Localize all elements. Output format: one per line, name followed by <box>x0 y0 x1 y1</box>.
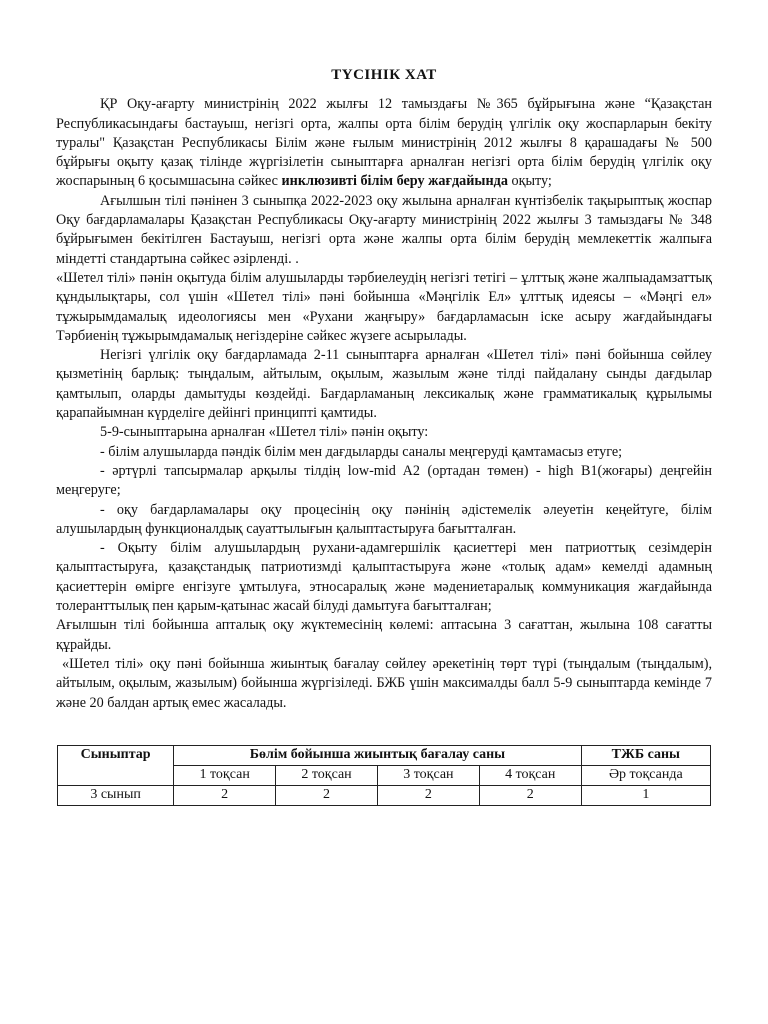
cell-tjb: 1 <box>581 785 710 805</box>
table-header-row <box>58 745 711 765</box>
cell-value: 2 <box>479 785 581 805</box>
document-title: ТҮСІНІК ХАТ <box>331 67 437 83</box>
header-quarter: 1 тоқсан <box>174 765 276 785</box>
cell-class: 3 сынып <box>58 785 174 805</box>
paragraph-weekly-load: Ағылшын тілі бойынша апталық оқу жүктемесінің көлемі: аптасына 3 сағаттан, жылына 108 сағатты құрайды. <box>56 617 712 653</box>
paragraph-order-text: ҚР Оқу-ағарту министрінің 2022 жылғы 12 тамыздағы №365 бұйрығына және “Қазақстан Республикасындағы бастауыш, негізгі орта, жалпы орта білім берудің үлгілік оқу жоспарларын бекіту туралы" Қазақстан Республикасы Білім және ғылым министрінің 2012 жылғы 8 қарашадағы № 500 бұйрығы оқыту қазақ тілінде жүргізілетін сыныптарға арналған негізгі орта білім берудің үлгілік оқу жоспарының 6 қосымшасына сәйкес <box>56 96 712 190</box>
header-summative-count: Бөлім бойынша жиынтық бағалау саны <box>174 745 581 765</box>
bullet-item: - әртүрлі тапсырмалар арқылы тілдің low-mid A2 (ортадан төмен) - high B1(жоғары) деңгейін меңгеруге; <box>56 462 712 499</box>
header-quarter: 4 тоқсан <box>479 765 581 785</box>
paragraph-assessment: «Шетел тілі» оқу пәні бойынша жиынтық бағалау сөйлеу әрекетінің төрт түрі (тыңдалым (тыңдалым), айтылым, оқылым, жазылым) бойынша жүргізіледі. БЖБ үшін максималды балл 5-9 сыныптарда кемінде 7 және 20 балдан артық емес жасалады. <box>56 655 712 711</box>
paragraph-order-bold: инклюзивті білім беру жағдайында <box>281 173 508 190</box>
cell-value: 2 <box>174 785 276 805</box>
header-classes: Сыныптар <box>58 745 174 785</box>
header-quarter: 3 тоқсан <box>377 765 479 785</box>
bullet-item: - білім алушыларда пәндік білім мен дағдыларды саналы меңгеруді қамтамасыз етуге; <box>100 443 623 460</box>
bullet-item: - оқу бағдарламалары оқу процесінің оқу пәнінің әдістемелік әлеуетін кеңейтуге, білім алушылардың функционалдық сауаттылығын қалыптастыруға бағытталған. <box>56 501 712 537</box>
paragraph-program: Негізгі үлгілік оқу бағдарламада 2-11 сыныптарға арналған «Шетел тілі» пәні бойынша сөйлеу қызметінің барлық: тыңдалым, айтылым, оқылым, жазылым және тілді пайдалану сынды дағдылар қамтылып, оларды дамытуды көздейді. Бағдарламаның лексикалық және грамматикалық құрылымы қарапайымнан күрделіге дейінгі принципті қамтиды. <box>56 347 712 422</box>
header-quarter: 2 тоқсан <box>276 765 378 785</box>
assessment-table <box>57 745 711 806</box>
bullet-item: - Оқыту білім алушылардың рухани-адамгершілік қасиеттері мен патриоттық сезімдерін қалыптастыруға, қазақстандық патриотизмді қалыптастыруға және «толық адам» кемелді адамның қасиеттерін өмірге енгізуге ұмтылуға, этносаралық және мәдениетаралық коммуникация жағдайында толеранттылық пен қарым-қатынас жасай білуді дамытуға бағытталған; <box>56 540 712 615</box>
paragraph-order-end: оқыту; <box>507 173 552 190</box>
paragraph-grades-5-9: 5-9-сыныптарына арналған «Шетел тілі» пәнін оқыту: <box>100 424 429 441</box>
table-row <box>58 785 711 805</box>
cell-value: 2 <box>276 785 378 805</box>
header-tjb-count: ТЖБ саны <box>581 745 710 765</box>
paragraph-plan: Ағылшын тілі пәнінен 3 сыныпқа 2022-2023 оқу жылына арналған күнтізбелік тақырыптық жоспар Оқу бағдарламалары Қазақстан Республикасы Оқу-ағарту министрінің 2022 жылғы 3 тамыздағы № 348 бұйрығымен бекітілген Бастауыш, негізгі орта және жалпы орта білім берудің мемлекеттік жалпыға міндетті стандартына сәйкес әзірленді. . <box>56 192 712 267</box>
cell-value: 2 <box>377 785 479 805</box>
paragraph-order-reference <box>56 95 712 191</box>
header-each-quarter: Әр тоқсанда <box>581 765 710 785</box>
assessment-table-wrapper <box>56 745 712 806</box>
paragraph-education-values: «Шетел тілі» пәнін оқытуда білім алушыларды тәрбиелеудің негізгі тетігі – ұлттық және жалпыадамзаттық құндылықтары, сол үшін «Шетел тілі» пәні бойынша «Мәңгілік Ел» ұлттық идеясы – «Мәңгі ел» тұжырымдамалық идеологиясы мен «Рухани жаңғыру» бағдарламасын іске асыру жағдайындағы Тәрбиенің тұжырымдамалық негіздеріне сәйкес жүзеге асырылады. <box>56 269 712 344</box>
